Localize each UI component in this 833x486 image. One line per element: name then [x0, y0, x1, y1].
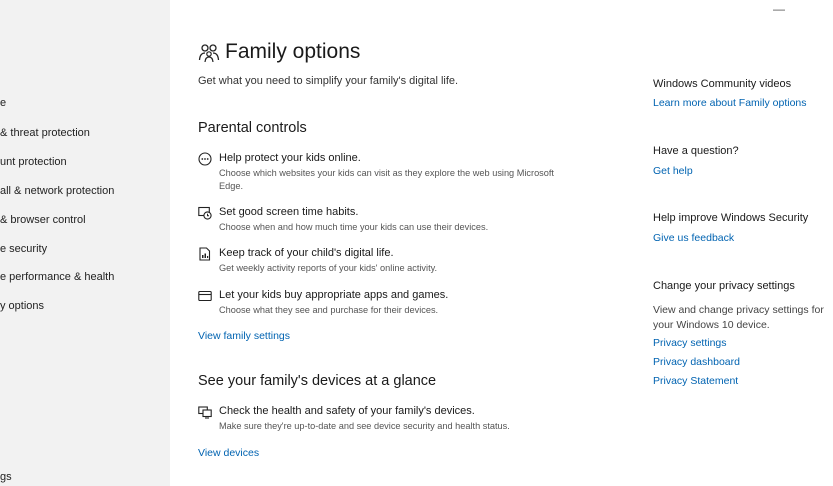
sidebar-item-family-options[interactable]: y options: [0, 300, 45, 312]
purchase-card-icon: [198, 289, 212, 303]
feature-description: Choose which websites your kids can visit as they explore the web using Microsoft Edge.: [219, 168, 554, 191]
sidebar-item-settings[interactable]: gs: [0, 471, 12, 483]
have-question-heading: Have a question?: [653, 145, 739, 157]
community-videos-heading: Windows Community videos: [653, 78, 792, 90]
right-panel: [653, 0, 824, 486]
feature-title: Help protect your kids online.: [219, 152, 361, 164]
privacy-dashboard-link[interactable]: Privacy dashboard: [653, 356, 740, 368]
feature-title: Check the health and safety of your family's devices.: [219, 405, 475, 417]
privacy-description: View and change privacy settings for your Windows 10 device.: [653, 304, 824, 331]
sidebar-item-device-performance-health[interactable]: e performance & health: [0, 271, 115, 283]
page-title: Family options: [225, 40, 361, 63]
sidebar-item-home[interactable]: e: [0, 97, 7, 109]
view-devices-link[interactable]: View devices: [198, 447, 260, 459]
view-family-settings-link[interactable]: View family settings: [198, 330, 291, 342]
feature-title: Set good screen time habits.: [219, 206, 359, 218]
devices-heading: See your family's devices at a glance: [198, 373, 437, 389]
main-content: [170, 0, 630, 486]
feature-description: Get weekly activity reports of your kids' online activity.: [219, 263, 438, 273]
parental-controls-heading: Parental controls: [198, 120, 307, 136]
give-feedback-link[interactable]: Give us feedback: [653, 232, 735, 244]
screen-time-icon: [198, 206, 212, 220]
sidebar-item-virus-threat-protection[interactable]: & threat protection: [0, 127, 90, 139]
sidebar-item-firewall-network-protection[interactable]: all & network protection: [0, 185, 115, 197]
sidebar-item-device-security[interactable]: e security: [0, 243, 48, 255]
minimize-button[interactable]: —: [773, 2, 785, 16]
feature-description: Choose when and how much time your kids can use their devices.: [219, 222, 489, 232]
kids-online-icon: [198, 152, 212, 166]
feature-description: Make sure they're up-to-date and see device security and health status.: [219, 421, 510, 431]
privacy-settings-heading: Change your privacy settings: [653, 280, 795, 292]
privacy-settings-link[interactable]: Privacy settings: [653, 337, 727, 349]
improve-windows-security-heading: Help improve Windows Security: [653, 212, 809, 224]
get-help-link[interactable]: Get help: [653, 165, 693, 177]
sidebar-item-app-browser-control[interactable]: & browser control: [0, 214, 86, 226]
feature-description: Choose what they see and purchase for their devices.: [219, 305, 439, 315]
privacy-statement-link[interactable]: Privacy Statement: [653, 375, 739, 387]
family-icon: [198, 42, 220, 64]
feature-title: Keep track of your child's digital life.: [219, 247, 394, 259]
feature-title: Let your kids buy appropriate apps and games.: [219, 289, 449, 301]
devices-icon: [198, 405, 212, 419]
learn-more-family-options-link[interactable]: Learn more about Family options: [653, 97, 807, 109]
activity-report-icon: [198, 247, 212, 261]
sidebar: [0, 0, 170, 486]
page-subtitle: Get what you need to simplify your family's digital life.: [198, 75, 459, 87]
sidebar-item-account-protection[interactable]: unt protection: [0, 156, 67, 168]
